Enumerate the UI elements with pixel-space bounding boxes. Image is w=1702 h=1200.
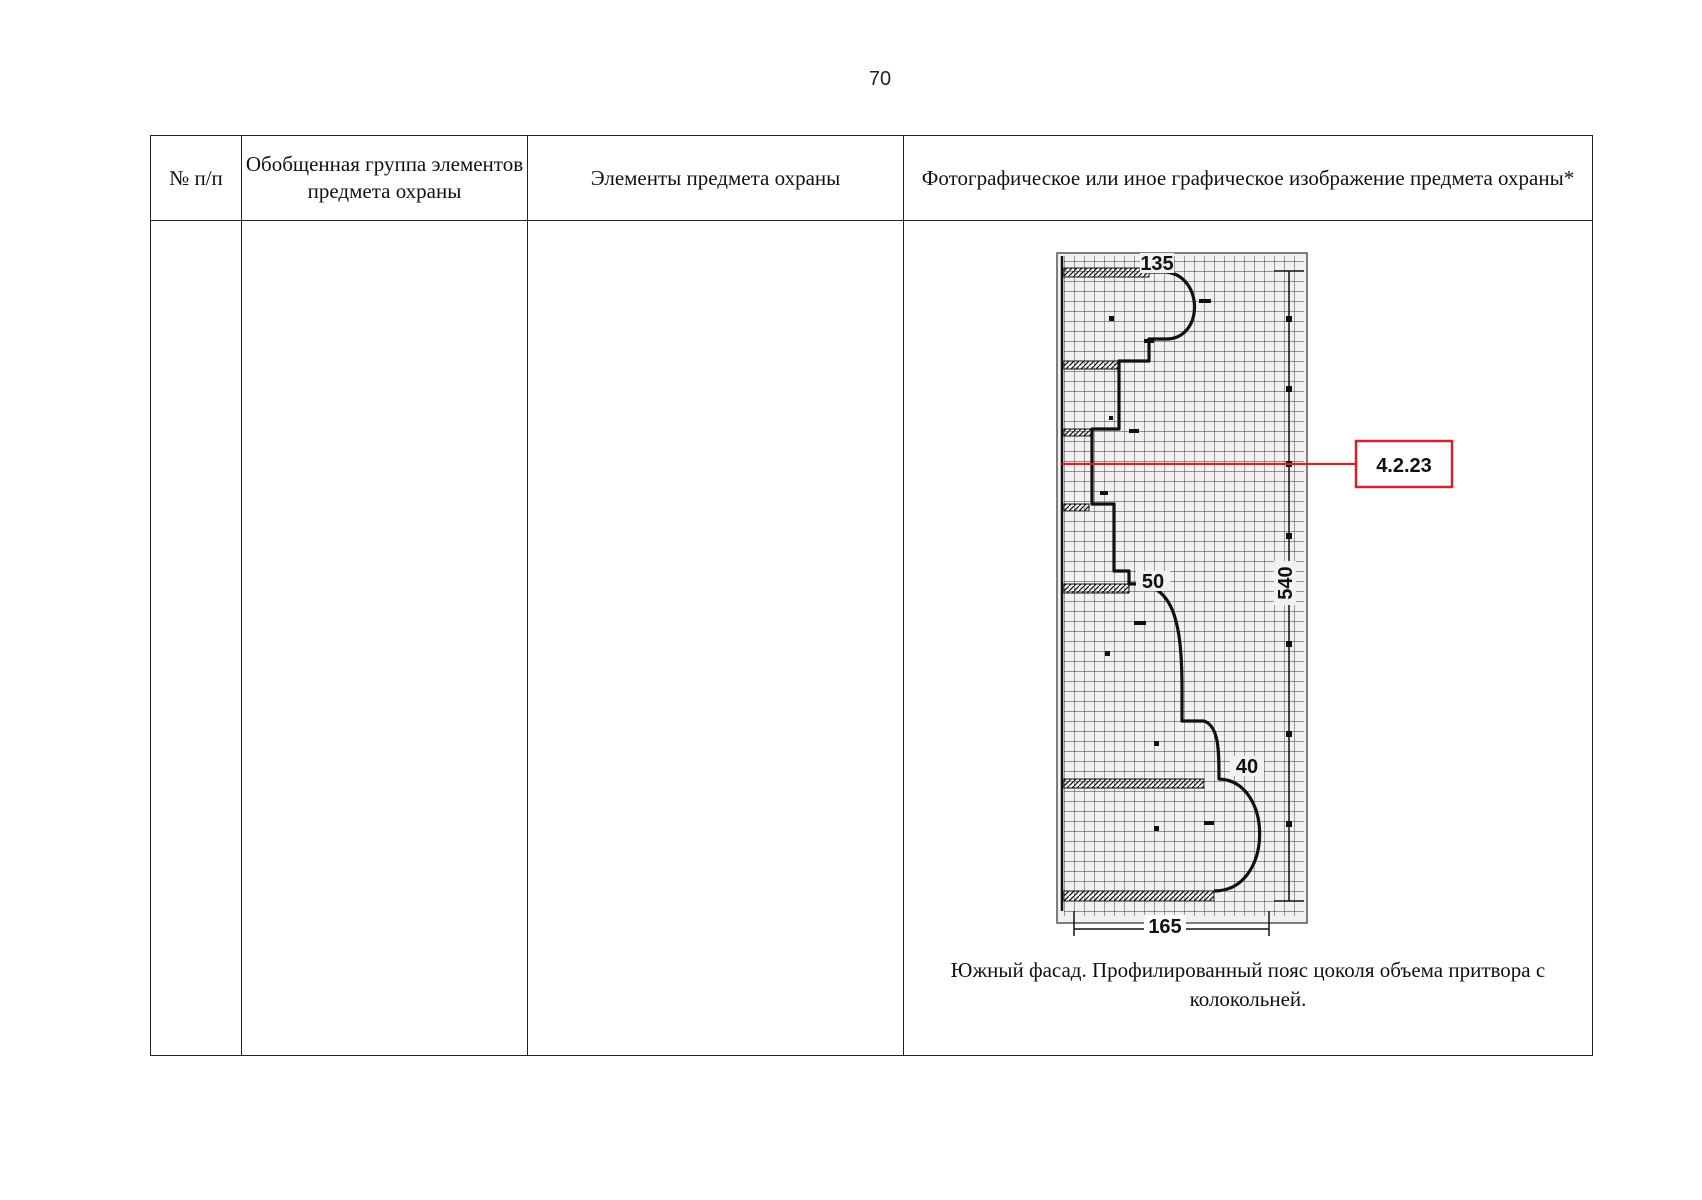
cell-number bbox=[151, 221, 242, 1056]
callout-label: 4.2.23 bbox=[1376, 455, 1432, 477]
page-number: 70 bbox=[868, 68, 892, 90]
profile-drawing bbox=[904, 221, 1593, 1056]
table-header-row bbox=[151, 136, 1593, 221]
cell-group bbox=[242, 221, 528, 1056]
dim-top-width: 135 bbox=[1140, 253, 1174, 275]
header-image: Фотографическое или иное графическое изображение предмета охраны* bbox=[904, 136, 1593, 221]
header-elements: Элементы предмета охраны bbox=[528, 136, 904, 221]
table-row bbox=[151, 221, 1593, 1056]
dim-base-width: 165 bbox=[1148, 916, 1182, 938]
protection-elements-table bbox=[150, 135, 1593, 1056]
figure-caption: Южный фасад. Профилированный пояс цоколя объема притвора с колокольней. bbox=[950, 958, 1546, 1011]
cell-elements bbox=[528, 221, 904, 1056]
dim-middle-width: 50 bbox=[1141, 571, 1165, 593]
dim-total-height: 540 bbox=[1275, 566, 1297, 600]
header-number: № п/п bbox=[151, 136, 242, 221]
dim-lower-width: 40 bbox=[1235, 756, 1259, 778]
header-group: Обобщенная группа элементов предмета охраны bbox=[242, 136, 528, 221]
cell-image bbox=[904, 221, 1593, 1056]
